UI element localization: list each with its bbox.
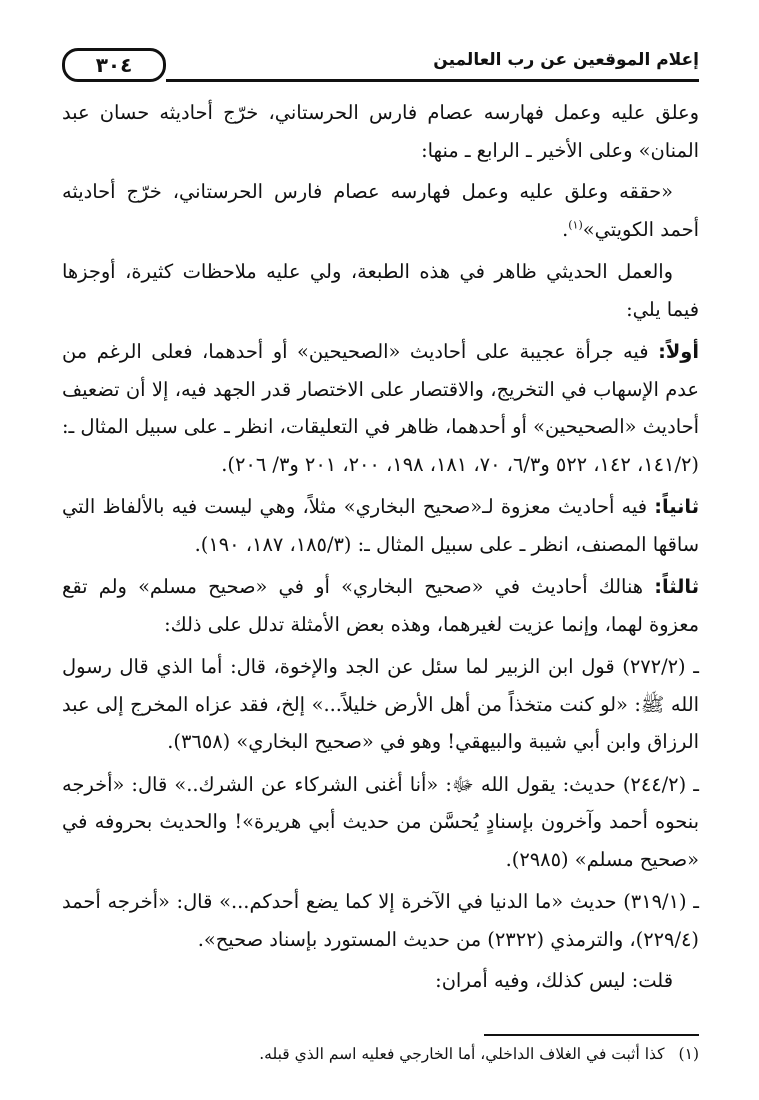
paragraph-10: قلت: ليس كذلك، وفيه أمران: (435, 969, 673, 992)
point-text-1: فيه جرأة عجيبة على أحاديث «الصحيحين» أو أحدهما، فعلى الرغم من عدم الإسهاب في التخريج، والاقتصار على الاختصار قدر الجهد فيه، إلا أن تضعيف أحاديث «الصحيحين» أو أحدهما، ظاهر في التعليقات، انظر ـ على سبيل المثال ـ: (١٤١/٢، ١٤٢، ٥٢٢ و٦/٣، ٧٠، ١٨١، ١٩٨، ٢٠٠، ٢٠١ و٣/ ٢٠٦). (62, 340, 699, 476)
point-text-3: هنالك أحاديث في «صحيح البخاري» أو في «صحيح مسلم» ولم تقع معزوة لهما، وإنما عزيت لغيرهما، وهذه بعض الأمثلة تدلل على ذلك: (62, 575, 699, 636)
paragraph-8: ـ (٢٤٤/٢) حديث: يقول الله ﷻ: «أنا أغنى الشركاء عن الشرك..» قال: «أخرجه بنحوه أحمد وآخرون بإسنادٍ يُحسَّن من حديث أبي هريرة»! والحديث بحروفه في «صحيح مسلم» (٢٩٨٥). (62, 772, 699, 871)
footnote-number: (١) (678, 1045, 699, 1063)
running-title: إعلام الموقعين عن رب العالمين (433, 50, 699, 70)
paragraph-3: والعمل الحديثي ظاهر في هذه الطبعة، ولي عليه ملاحظات كثيرة، أوجزها فيما يلي: (62, 260, 699, 321)
quote-text: «حققه وعلق عليه وعمل فهارسه عصام فارس الحرستاني، خرّج أحاديثه أحمد الكويتي» (62, 180, 699, 241)
page-header (62, 44, 699, 86)
footnote-text: كذا أثبت في الغلاف الداخلي، أما الخارجي فعليه اسم الذي قبله. (259, 1045, 665, 1063)
paragraph-6 (62, 568, 699, 643)
footnote-ref: (١) (568, 218, 583, 232)
paragraph-1: وعلق عليه وعمل فهارسه عصام فارس الحرستاني، خرّج أحاديثه حسان عبد المنان» وعلى الأخير ـ الرابع ـ منها: (62, 101, 699, 162)
paragraph-9: ـ (٣١٩/١) حديث «ما الدنيا في الآخرة إلا كما يضع أحدكم...» قال: «أخرجه أحمد (٢٢٩/٤)، والترمذي (٢٣٢٢) من حديث المستورد بإسناد صحيح». (62, 890, 699, 951)
paragraph-5 (62, 488, 699, 563)
paragraph-4 (62, 333, 699, 483)
point-label-2: ثانياً: (654, 495, 699, 518)
point-text-2: فيه أحاديث معزوة لـ«صحيح البخاري» مثلاً، وهي ليست فيه بالألفاظ التي ساقها المصنف، انظر ـ على سبيل المثال ـ: (١٨٥/٣، ١٨٧، ١٩٠). (62, 495, 699, 556)
header-rule (166, 79, 699, 82)
point-label-3: ثالثاً: (654, 575, 699, 598)
quote-end: . (562, 217, 569, 241)
footnote-rule (484, 1034, 699, 1036)
point-label-1: أولاً: (658, 340, 699, 363)
main-text (62, 94, 699, 1004)
page-number: ٣٠٤ (62, 48, 166, 82)
paragraph-7: ـ (٢٧٢/٢) قول ابن الزبير لما سئل عن الجد والإخوة، قال: أما الذي قال رسول الله ﷺ: «لو كنت متخذاً من أهل الأرض خليلاً...» إلخ، فقد عزاه المخرج إلى عبد الرزاق وابن أبي شيبة والبيهقي! وهو في «صحيح البخاري» (٣٦٥٨). (62, 655, 699, 753)
footnote (62, 1040, 699, 1068)
paragraph-2 (62, 173, 699, 248)
